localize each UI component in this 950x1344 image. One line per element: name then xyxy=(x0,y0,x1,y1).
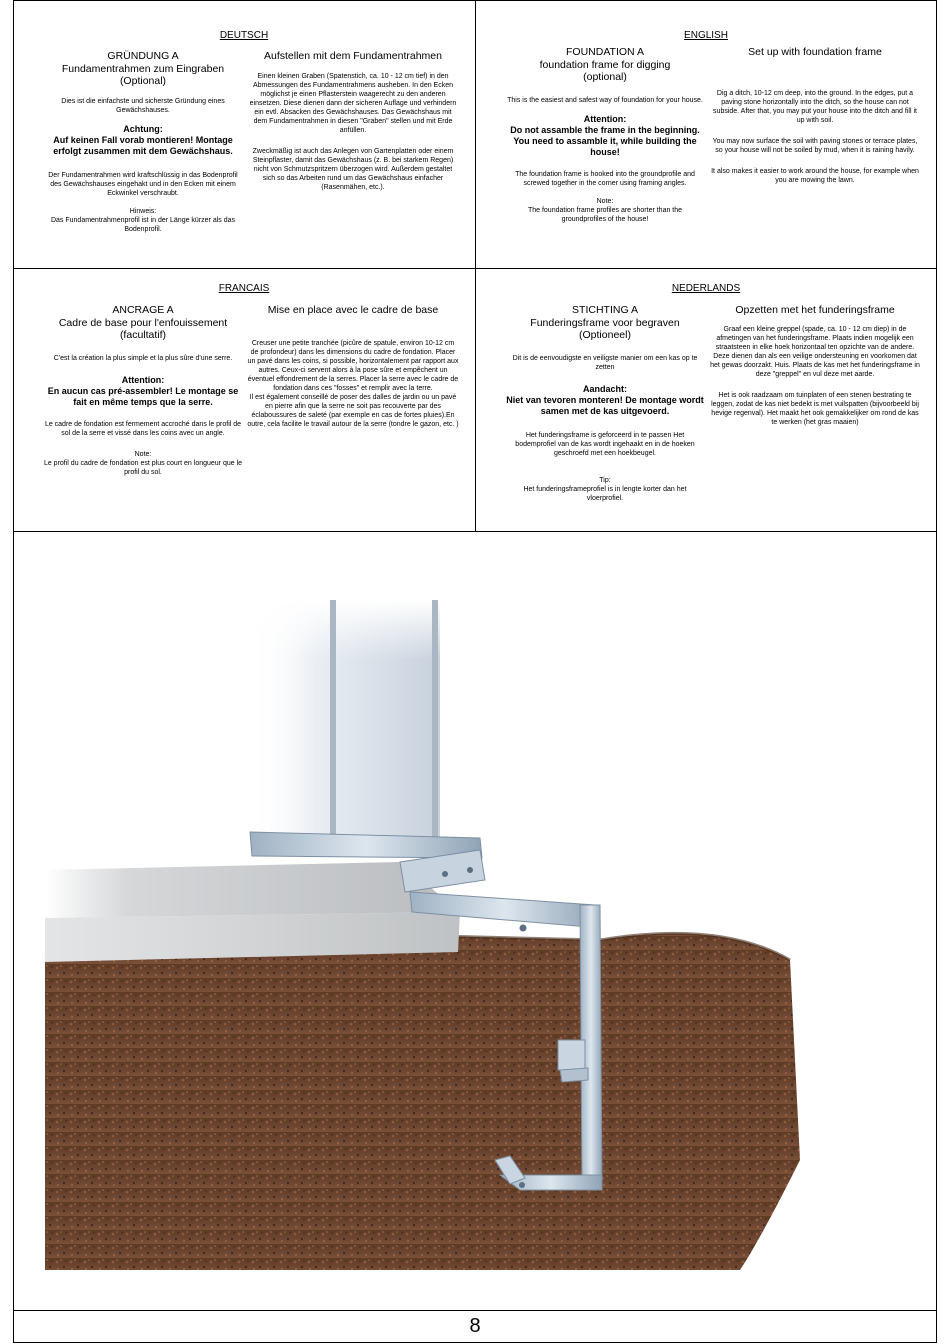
language-heading: DEUTSCH xyxy=(219,30,269,41)
page-number: 8 xyxy=(469,1315,481,1337)
setup-paragraph-1: Dig a ditch, 10-12 cm deep, into the ground. In the edges, put a paving stone horizontally into the ditch, so the house can not subside. After that, you may put your house into the ditch and fill it up with soil. xyxy=(713,89,917,124)
note-label: Note: xyxy=(134,450,152,458)
warning-text: Auf keinen Fall vorab montieren! Montage erfolgt zusammen mit dem Gewächshaus. xyxy=(53,134,233,156)
intro-text: C'est la création la plus simple et la plus sûre d'une serre. xyxy=(53,354,233,362)
section-deutsch xyxy=(13,0,475,265)
body-text: Het funderingsframe is geforceerd in te passen Het bodemprofiel van de kas wordt ingehaakt en in de hoeken geschroefd met een hoekbeugel. xyxy=(515,431,695,457)
foundation-subtitle: Fundamentrahmen zum Eingraben xyxy=(61,62,225,75)
warning-text: Do not assamble the frame in the beginning. You need to assamble it, while building the house! xyxy=(510,124,700,157)
language-heading: ENGLISH xyxy=(684,30,728,41)
setup-paragraph-2: Zweckmäßig ist auch das Anlegen von Gartenplatten oder einem Steinpflaster, damit das Gewächshaus (z. B. bei starkem Regen) nicht von Schmutzspritzern überzogen wird. Außerdem gestaltet sich so das Arbeiten rund um das Gewächshaus einfacher (Rasenmähen, etc.). xyxy=(252,147,454,191)
section-francais xyxy=(13,268,475,533)
setup-title: Set up with foundation frame xyxy=(748,46,882,58)
setup-paragraph-2: Il est également conseillé de poser des dalles de jardin ou un pavé en pierre afin que la serre ne soit pas recouverte par des éclaboussures de saleté (par exemple en cas de fortes pluies).En outre, cela facilite le travail autour de la serre (tondre le gazon, etc. ) xyxy=(247,393,459,428)
section-nederlands xyxy=(475,268,937,533)
right-column xyxy=(247,304,459,429)
setup-title: Opzetten met het funderingsframe xyxy=(735,304,895,316)
warning-text: Niet van tevoren monteren! De montage wordt samen met de kas uitgevoerd. xyxy=(506,394,704,416)
note-label: Hinweis: xyxy=(129,207,157,215)
attention-label: Aandacht: xyxy=(582,383,627,394)
foundation-subtitle: Cadre de base pour l'enfouissement xyxy=(58,316,228,329)
language-heading: FRANCAIS xyxy=(218,283,270,294)
note-label: Note: xyxy=(596,197,614,205)
body-text: Le cadre de fondation est fermement accroché dans le profil de sol de la serre et vissé dans les coins avec un angle. xyxy=(44,420,242,437)
setup-paragraph-1: Creuser une petite tranchée (picûre de spatule, environ 10-12 cm de profondeur) dans les dimensions du cadre de fondation. Placer un pavé dans les coins, si possible, horizontalement par rapport aux autres. Ceux-ci servent alors à la pose sûre et empêchent un éventuel effondrement de la serres. Placer la serre avec le cadre de fondation dans ces "fosses" et remplir avec la terre. xyxy=(247,339,459,392)
note-text: Das Fundamentrahmenprofil ist in der Länge kürzer als das Bodenprofil. xyxy=(50,216,236,233)
foundation-title: FOUNDATION A xyxy=(566,46,644,58)
right-column xyxy=(247,50,459,192)
attention-label: Achtung: xyxy=(123,123,163,134)
setup-paragraph-2: Het is ook raadzaam om tuinplaten of een stenen bestrating te leggen, zodat de kas niet bedekt is met vuilspatten (bijvoorbeeld bij hevige regenval). Het maakt het ook gemakkelijker om rond de kas te werken (het gras maaien) xyxy=(711,391,919,426)
setup-paragraph-1: Einen kleinen Graben (Spatenstich, ca. 10 - 12 cm tief) in den Abmessungen des Fundamentrahmens ausheben. In den Ecken möglichst je einen Pflasterstein waagerecht zu den anderen einsetzen. Diese dienen dann der sicheren Auflage und verhindern ein evtl. Absacken des Gewächshauses. Das Gewächshaus mit dem Fundamentrahmen in diesen "Graben" stellen und mit Erde anfüllen. xyxy=(249,72,457,134)
body-text: Der Fundamentrahmen wird kraftschlüssig in das Bodenprofil des Gewächshauses eingehakt und in den Ecken mit einem Eckwinkel verschraubt. xyxy=(48,171,238,197)
foundation-title: STICHTING A xyxy=(572,304,638,316)
setup-title: Mise en place avec le cadre de base xyxy=(267,304,439,316)
left-column xyxy=(43,304,243,477)
attention-label: Attention: xyxy=(121,374,165,385)
foundation-title: ANCRAGE A xyxy=(112,304,174,316)
left-column xyxy=(505,304,705,503)
setup-paragraph-1: Graaf een kleine greppel (spade, ca. 10 - 12 cm diep) in de afmetingen van het funderingsframe. Plaats indien mogelijk een straatsteen in elke hoek horizontaal ten opzichte van de andere. Deze dienen dan als een veilige ondersteuning en voorkomen dat het gewas doorzakt. Huis. Plaats de kas met het funderingsframe in deze "greppel" en vul deze met aarde. xyxy=(710,325,920,378)
attention-label: Attention: xyxy=(583,113,627,124)
right-column xyxy=(709,46,921,185)
setup-paragraph-3: It also makes it easier to work around the house, for example when you are mowing the lawn. xyxy=(711,167,919,184)
right-column xyxy=(709,304,921,427)
section-english xyxy=(475,0,937,265)
language-heading: NEDERLANDS xyxy=(671,283,741,294)
foundation-subtitle: foundation frame for digging xyxy=(539,58,671,71)
intro-text: This is the easiest and safest way of foundation for your house. xyxy=(507,96,703,104)
note-text: Het funderingsframeprofiel is in lengte korter dan het vloerprofiel. xyxy=(523,485,687,502)
optional-label: (Optional) xyxy=(119,75,167,87)
setup-title: Aufstellen mit dem Fundamentrahmen xyxy=(263,50,442,62)
note-text: Le profil du cadre de fondation est plus court en longueur que le profil du sol. xyxy=(43,459,243,476)
foundation-subtitle: Funderingsframe voor begraven xyxy=(530,316,680,329)
note-label: Tip: xyxy=(599,476,611,484)
optional-label: (facultatif) xyxy=(119,329,167,341)
foundation-title: GRÜNDUNG A xyxy=(107,50,179,62)
note-text: The foundation frame profiles are shorter than the groundprofiles of the house! xyxy=(527,206,683,223)
body-text: The foundation frame is hooked into the groundprofile and screwed together in the corner using framing angles. xyxy=(515,170,695,187)
left-column xyxy=(43,50,243,234)
intro-text: Dies ist die einfachste und sicherste Gründung eines Gewächshauses. xyxy=(61,97,225,114)
greenhouse-foundation-frame-illustration xyxy=(40,600,810,1275)
optional-label: (optional) xyxy=(583,71,627,83)
setup-paragraph-2: You may now surface the soil with paving stones or terrace plates, so your house will not be soiled by mud, when it is raining havily. xyxy=(712,137,918,154)
optional-label: (Optioneel) xyxy=(579,329,631,341)
left-column xyxy=(505,46,705,224)
warning-text: En aucun cas pré-assembler! Le montage se fait en même temps que la serre. xyxy=(47,385,239,407)
intro-text: Dit is de eenvoudigste en veiligste manier om een kas op te zetten xyxy=(512,354,698,371)
